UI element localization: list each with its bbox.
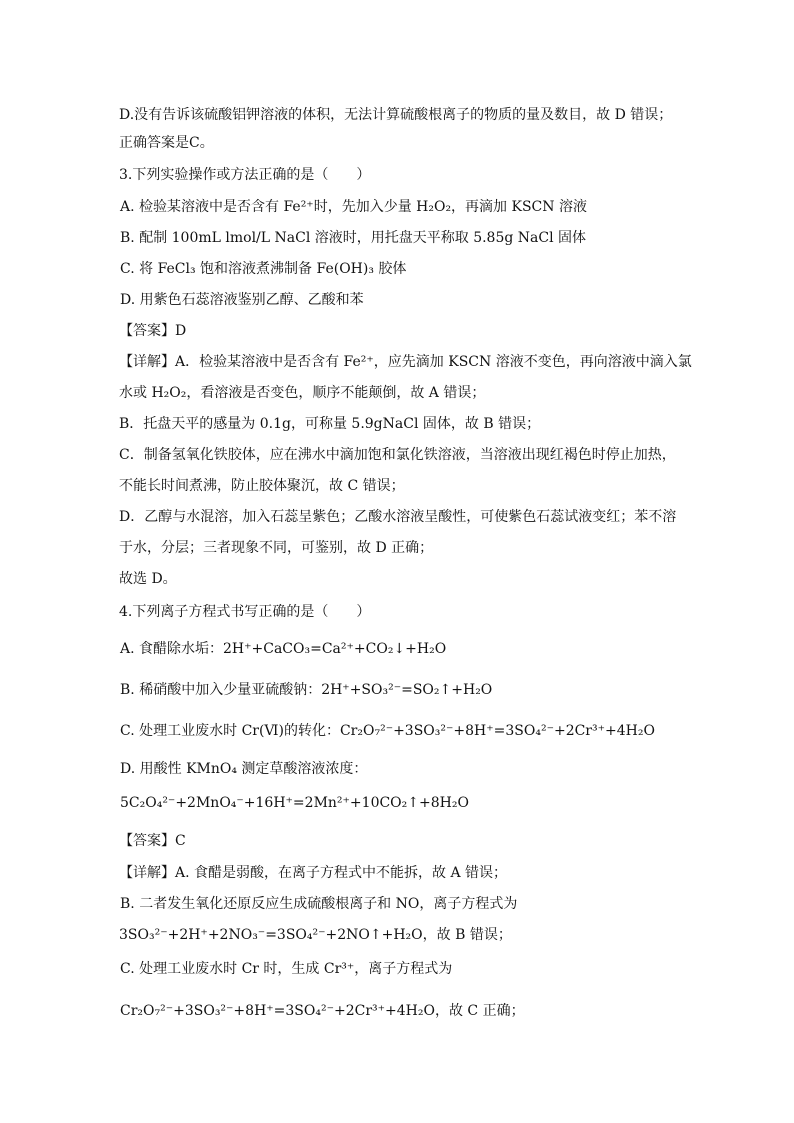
explanation-line: 【详解】A. 食醋是弱酸，在离子方程式中不能拆，故 A 错误； (119, 865, 508, 881)
question-4-stem: 4.下列离子方程式书写正确的是（ ） (119, 604, 371, 620)
explanation-line: B．托盘天平的感量为 0.1g，可称量 5.9gNaCl 固体，故 B 错误； (119, 416, 541, 432)
option-b: B. 配制 100mL lmol/L NaCl 溶液时，用托盘天平称取 5.85g NaCl 固体 (120, 230, 587, 246)
question-3-stem: 3.下列实验操作或方法正确的是（ ） (119, 167, 371, 183)
text-line: D.没有告诉该硫酸铝钾溶液的体积，无法计算硫酸根离子的物质的量及数目，故 D 错误； (119, 107, 673, 123)
option-b: B. 稀硝酸中加入少量亚硫酸钠：2H⁺+SO₃²⁻=SO₂↑+H₂O (120, 682, 493, 698)
option-a: A. 食醋除水垢：2H⁺+CaCO₃=Ca²⁺+CO₂↓+H₂O (120, 641, 447, 657)
equation-line: 5C₂O₄²⁻+2MnO₄⁻+16H⁺=2Mn²⁺+10CO₂↑+8H₂O (120, 795, 469, 811)
conclusion-line: 故选 D。 (119, 571, 177, 587)
explanation-line: 【详解】A．检验某溶液中是否含有 Fe²⁺，应先滴加 KSCN 溶液不变色，再向溶液中滴入氯 (119, 354, 692, 370)
answer-label: 【答案】D (119, 323, 187, 339)
option-c: C. 将 FeCl₃ 饱和溶液煮沸制备 Fe(OH)₃ 胶体 (120, 261, 407, 277)
explanation-line: D．乙醇与水混溶，加入石蕊呈紫色；乙酸水溶液呈酸性，可使紫色石蕊试液变红；苯不溶 (119, 509, 677, 525)
explanation-line: 于水，分层；三者现象不同，可鉴别，故 D 正确； (119, 540, 434, 556)
explanation-line: C．制备氢氧化铁胶体，应在沸水中滴加饱和氯化铁溶液，当溶液出现红褐色时停止加热， (119, 447, 676, 463)
option-a: A. 检验某溶液中是否含有 Fe²⁺时，先加入少量 H₂O₂，再滴加 KSCN 溶液 (120, 199, 587, 215)
option-d: D. 用紫色石蕊溶液鉴别乙醇、乙酸和苯 (120, 292, 364, 308)
explanation-line: 不能长时间煮沸，防止胶体聚沉，故 C 错误； (119, 478, 405, 494)
equation-line: Cr₂O₇²⁻+3SO₃²⁻+8H⁺=3SO₄²⁻+2Cr³⁺+4H₂O，故 C 正确； (120, 1003, 525, 1019)
explanation-line: C. 处理工业废水时 Cr 时，生成 Cr³⁺，离子方程式为 (120, 961, 453, 977)
option-c: C. 处理工业废水时 Cr(Ⅵ)的转化：Cr₂O₇²⁻+3SO₃²⁻+8H⁺=3SO₄²⁻+2Cr³⁺+4H₂O (120, 723, 655, 739)
text-line: 正确答案是C。 (119, 135, 214, 151)
explanation-line: 水或 H₂O₂，看溶液是否变色，顺序不能颠倒，故 A 错误； (119, 385, 486, 401)
equation-line: 3SO₃²⁻+2H⁺+2NO₃⁻=3SO₄²⁻+2NO↑+H₂O，故 B 错误； (119, 927, 512, 943)
explanation-line: B. 二者发生氧化还原反应生成硫酸根离子和 NO，离子方程式为 (120, 896, 518, 912)
option-d: D. 用酸性 KMnO₄ 测定草酸溶液浓度： (120, 761, 368, 777)
answer-label: 【答案】C (119, 833, 186, 849)
